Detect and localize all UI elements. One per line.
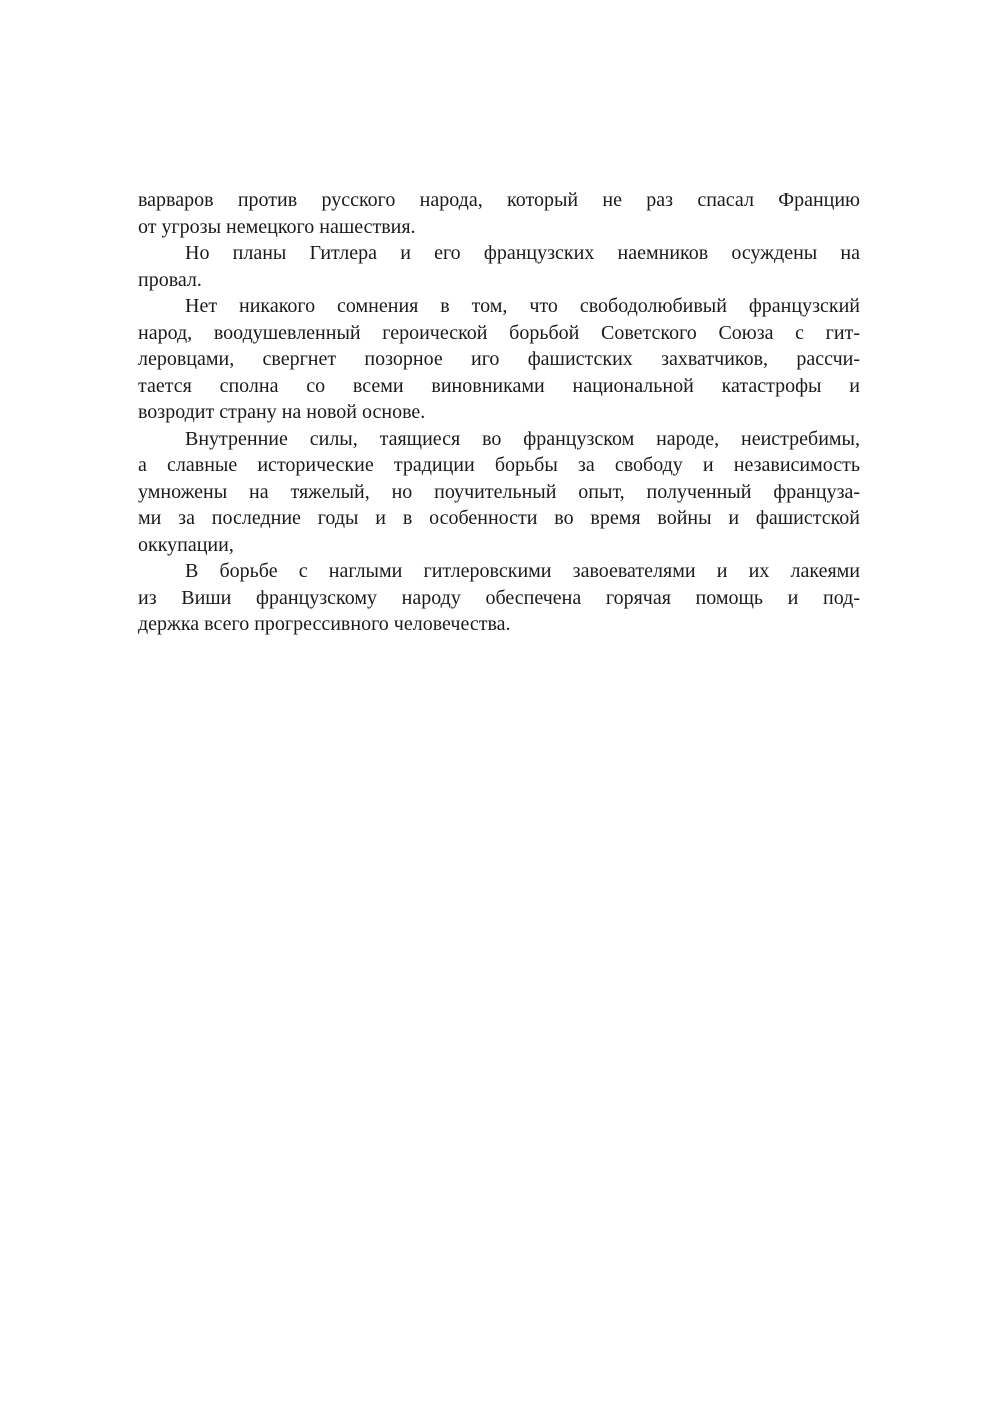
paragraph-2 <box>138 240 860 293</box>
text-line: держка всего прогрессивного человечества. <box>138 613 511 635</box>
text-line: Но планы Гитлера и его французских наемников осуждены на <box>185 242 860 264</box>
paragraph-1 <box>138 187 860 240</box>
paragraph-5 <box>138 558 860 638</box>
text-line: а славные исторические традиции борьбы за свободу и независимость <box>138 454 860 476</box>
text-line: Внутренние силы, таящиеся во французском народе, неистребимы, <box>185 427 860 450</box>
text-line: провал. <box>138 268 202 291</box>
text-line: возродит страну на новой основе. <box>138 401 426 423</box>
paragraph-3 <box>138 293 860 426</box>
text-line: из Виши французскому народу обеспечена горячая помощь и под- <box>138 586 860 609</box>
text-line: народ, воодушевленный героической борьбой Советского Союза с гит- <box>138 321 860 344</box>
text-line: умножены на тяжелый, но поучительный опыт, полученный француза- <box>138 480 860 503</box>
text-line: варваров против русского народа, который не раз спасал Францию <box>138 189 860 211</box>
body-text <box>138 187 860 638</box>
text-line: Нет никакого сомнения в том, что свободолюбивый французский <box>185 295 860 317</box>
text-line: В борьбе с наглыми гитлеровскими завоевателями и их лакеями <box>185 560 860 582</box>
text-line: ми за последние годы и в особенности во время войны и фашистской <box>138 507 860 529</box>
text-line: от угрозы немецкого нашествия. <box>138 215 416 238</box>
text-line: оккупации, <box>138 533 234 556</box>
text-line: леровцами, свергнет позорное иго фашистских захватчиков, рассчи- <box>138 348 860 370</box>
text-line: тается сполна со всеми виновниками национальной катастрофы и <box>138 374 860 397</box>
paragraph-4 <box>138 426 860 559</box>
